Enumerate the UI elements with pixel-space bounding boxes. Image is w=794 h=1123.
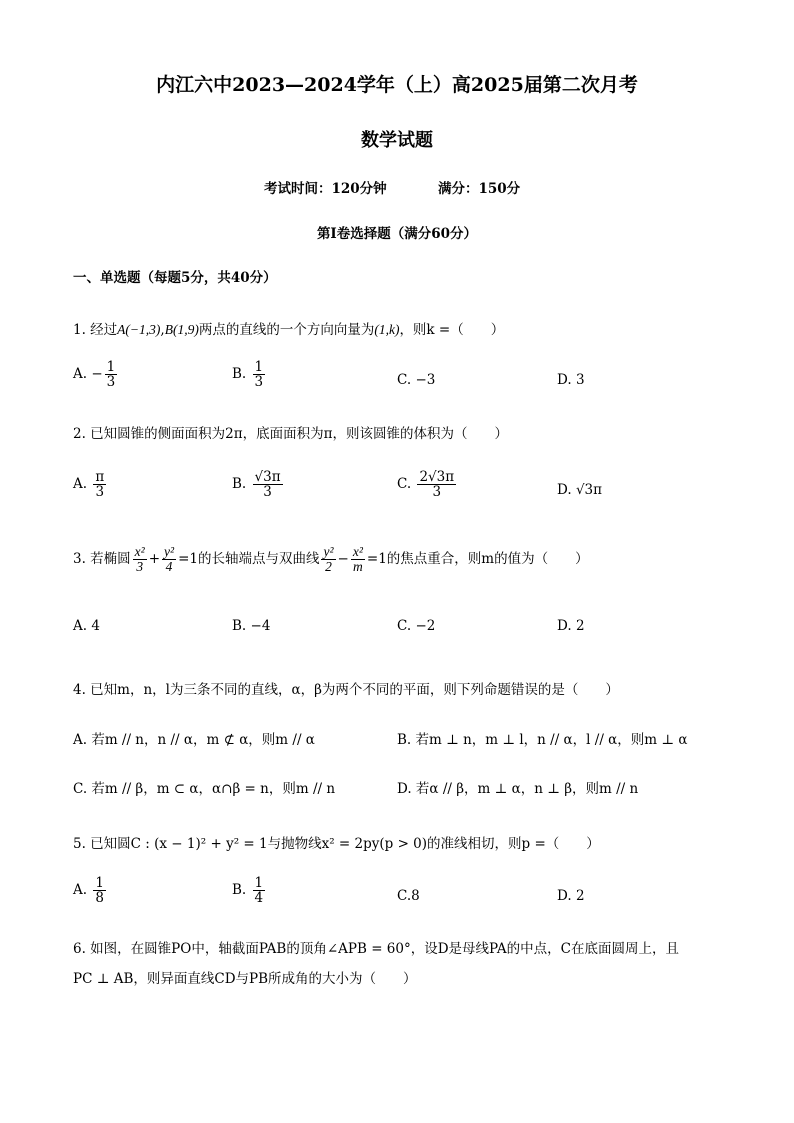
q3-stem-pre: 3. 若椭圆	[73, 551, 131, 568]
q1-option-c	[397, 372, 435, 388]
q1-stem-pre: 1. 经过	[73, 322, 118, 338]
question-6-line-2: PC ⊥ AB，则异面直线CD与PB所成角的大小为（ ）	[73, 971, 417, 987]
option-label: B.	[232, 618, 247, 634]
q5-option-c	[397, 888, 420, 904]
q1-stem-mid: 两点的直线的一个方向向量为	[198, 322, 375, 338]
q4-option-b: B. 若m ⊥ n，m ⊥ l，n // α，l // α，则m ⊥ α	[397, 732, 688, 748]
option-label: A.	[73, 366, 88, 383]
q3-option-c	[397, 618, 435, 634]
numerator: π	[95, 469, 105, 485]
fraction	[93, 876, 106, 905]
full-score: 满分：150分	[438, 181, 521, 197]
option-label: D.	[557, 482, 572, 498]
q2-option-c	[397, 470, 458, 499]
option-value: −2	[415, 618, 436, 634]
denominator: m	[352, 559, 363, 575]
option-value: 2	[575, 888, 585, 904]
question-3-stem	[73, 545, 589, 574]
minus-sign: −	[337, 551, 349, 568]
ellipse-term-y	[162, 545, 176, 574]
q2-option-a	[73, 470, 108, 499]
option-label: A.	[73, 618, 88, 634]
option-label: A.	[73, 882, 88, 899]
numerator: 1	[95, 875, 104, 891]
denominator: 3	[432, 484, 442, 501]
fraction	[93, 470, 106, 499]
equals-one: =1	[178, 551, 198, 568]
q4-option-c: C. 若m // β，m ⊂ α，α∩β = n，则m // n	[73, 781, 336, 797]
option-value: 4	[91, 618, 100, 634]
fraction	[253, 360, 266, 389]
numerator: √3π	[254, 469, 281, 485]
option-value: −4	[250, 618, 271, 634]
numerator: 1	[254, 875, 264, 891]
option-label: D.	[557, 372, 572, 388]
fraction	[417, 470, 456, 499]
option-label: C.	[397, 372, 412, 388]
q3-option-d	[557, 618, 585, 634]
numerator: y²	[164, 544, 175, 559]
hyperbola-term-x	[351, 545, 365, 574]
q1-stem-post: ，则k =（ ）	[399, 322, 505, 338]
part-heading: 一、单选题（每题5分，共40分）	[73, 270, 277, 286]
numerator: x²	[134, 544, 145, 559]
equals-one: =1	[366, 551, 387, 568]
option-value: √3π	[575, 482, 603, 498]
question-6-line-1: 6. 如图，在圆锥PO中，轴截面PAB的顶角∠APB = 60°，设D是母线PA的中点，C在底面圆周上，且	[73, 941, 679, 957]
q1-option-a	[73, 360, 119, 389]
option-label: B.	[232, 366, 247, 383]
ellipse-term-x	[133, 545, 147, 574]
option-value: 2	[575, 618, 585, 634]
option-label: C.	[397, 618, 412, 634]
option-label: B.	[232, 882, 247, 899]
question-5-stem: 5. 已知圆C : (x − 1)² + y² = 1与抛物线x² = 2py(p > 0)的准线相切，则p =（ ）	[73, 836, 600, 852]
q2-option-b	[232, 470, 285, 499]
fraction	[105, 360, 118, 389]
q3-option-a	[73, 618, 100, 634]
q1-vector: (1,k)	[374, 322, 400, 337]
q3-stem-post: 的焦点重合，则m的值为（ ）	[386, 551, 589, 568]
fraction	[253, 876, 266, 905]
question-4-stem: 4. 已知m，n，l为三条不同的直线，α，β为两个不同的平面，则下列命题错误的是（ ）	[73, 682, 619, 698]
denominator: 3	[263, 484, 272, 501]
q3-stem-mid: 的长轴端点与双曲线	[197, 551, 320, 568]
q1-option-b	[232, 360, 267, 389]
denominator: 3	[95, 484, 105, 501]
numerator: 2√3π	[419, 469, 455, 485]
question-2-stem: 2. 已知圆锥的侧面面积为2π，底面面积为π，则该圆锥的体积为（ ）	[73, 426, 509, 442]
q4-option-a: A. 若m // n，n // α，m ⊄ α，则m // α	[73, 732, 315, 748]
option-label: C.	[397, 888, 412, 904]
denominator: 8	[95, 890, 104, 907]
option-label: D.	[557, 888, 572, 904]
plus-sign: +	[148, 551, 161, 568]
numerator: y²	[323, 544, 334, 559]
denominator: 4	[165, 559, 173, 575]
q1-point-b: B(1,9)	[164, 322, 199, 337]
q5-option-d	[557, 888, 585, 904]
denominator: 2	[325, 559, 332, 575]
q1-point-a: A(−1,3)	[117, 322, 161, 337]
section-heading: 第I卷选择题（满分60分）	[316, 226, 478, 242]
option-sign: −	[91, 366, 103, 383]
denominator: 4	[254, 890, 264, 907]
denominator: 3	[254, 374, 264, 391]
option-label: D.	[557, 618, 572, 634]
q1-option-d	[557, 372, 585, 388]
q5-option-a	[73, 876, 108, 905]
q5-option-b	[232, 876, 267, 905]
q1-sep: ,	[160, 322, 165, 338]
q2-option-d	[557, 482, 602, 498]
question-1-stem	[73, 318, 504, 338]
option-value: −3	[415, 372, 436, 388]
q4-option-d: D. 若α // β，m ⊥ α，n ⊥ β，则m // n	[397, 781, 639, 797]
option-value: 8	[411, 888, 420, 904]
denominator: 3	[136, 559, 144, 575]
numerator: 1	[254, 359, 264, 375]
option-value: 3	[575, 372, 585, 388]
numerator: 1	[106, 359, 116, 375]
numerator: x²	[352, 544, 363, 559]
option-label: C.	[397, 476, 412, 493]
option-label: A.	[73, 476, 88, 493]
q3-option-b	[232, 618, 270, 634]
option-label: B.	[232, 476, 247, 493]
denominator: 3	[106, 374, 116, 391]
exam-title: 内江六中2023—2024学年（上）高2025届第二次月考	[156, 74, 638, 96]
fraction	[253, 470, 283, 499]
hyperbola-term-y	[321, 545, 335, 574]
subject-title: 数学试题	[361, 130, 433, 151]
exam-time: 考试时间：120分钟	[264, 181, 387, 197]
